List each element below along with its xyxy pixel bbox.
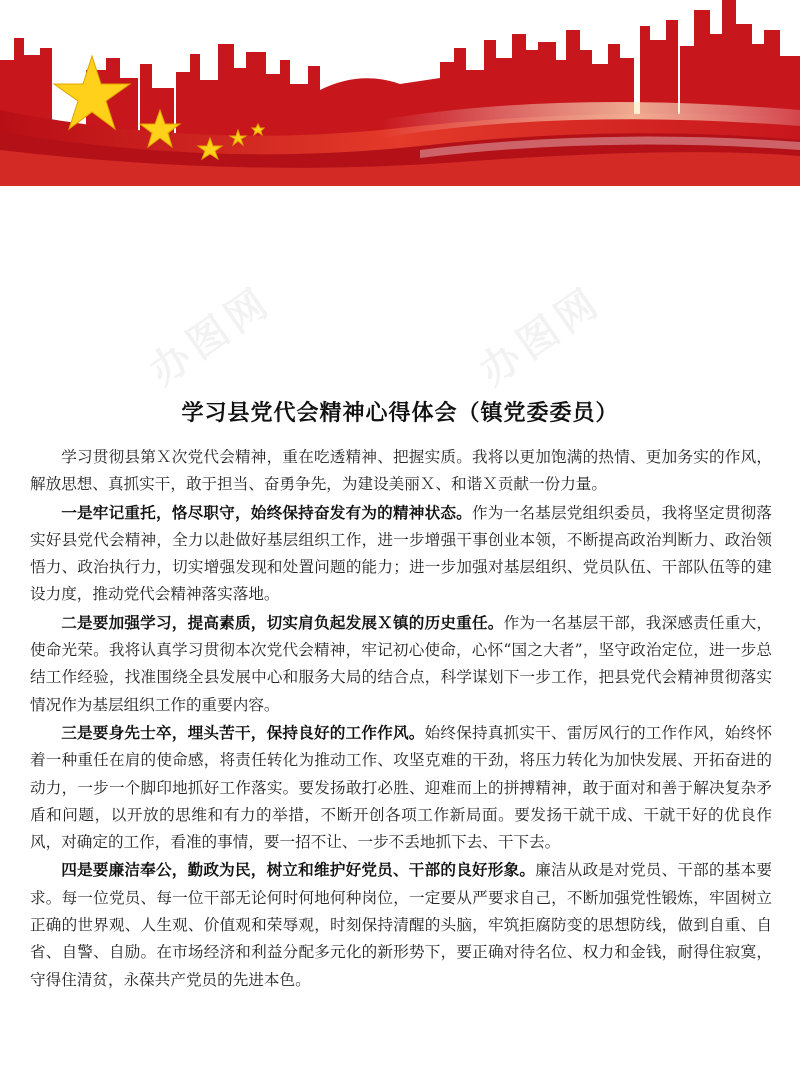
watermark-text: 办图网: [141, 277, 281, 395]
intro-paragraph: 学习贯彻县第Ｘ次党代会精神，重在吃透精神、把握实质。我将以更加饱满的热情、更加务实的作风，解放思想、真抓实干，敢于担当、奋勇争先，为建设美丽Ｘ、和谐Ｘ贡献一份力量。: [30, 448, 772, 494]
city-skyline-illustration: [0, 0, 800, 186]
watermark-text: 办图网: [471, 277, 611, 395]
section-paragraph-1: [30, 499, 772, 609]
section-heading: 二是要加强学习，提高素质，切实肩负起发展Ｘ镇的历史重任。: [61, 612, 504, 632]
document-body: [30, 444, 772, 994]
section-heading: 三是要身先士卒，埋头苦干，保持良好的工作作风。: [61, 722, 425, 742]
section-paragraph-3: [30, 719, 772, 856]
section-body: 作为一名基层干部，我深感责任重大，使命光荣。我将认真学习贯彻本次党代会精神，牢记初心使命，心怀“国之大者”，坚守政治定位，进一步总结工作经验，找准围绕全县发展中心和服务大局的结合点，科学谋划下一步工作，把县党代会精神贯彻落实情况作为基层组织工作的重要内容。: [30, 613, 772, 714]
section-heading: 四是要廉洁奉公，勤政为民，树立和维护好党员、干部的良好形象。: [61, 860, 536, 880]
section-body: 始终保持真抓实干、雷厉风行的工作作风，始终怀着一种重任在肩的使命感，将责任转化为推动工作、攻坚克难的干劲，将压力转化为加快发展、开拓奋进的动力，一步一个脚印地抓好工作落实。要发扬敢打必胜、迎难而上的拼搏精神，敢于面对和善于解决复杂矛盾和问题，以开放的思维和有力的举措，不断开创各项工作新局面。要发扬干就干成、干就干好的优良作风，对确定的工作，看准的事情，要一招不让、一步不丢地抓下去、干下去。: [30, 723, 772, 852]
section-paragraph-4: [30, 856, 772, 993]
section-body: 作为一名基层党组织委员，我将坚定贯彻落实好县党代会精神，全力以赴做好基层组织工作，进一步增强干事创业本领，不断提高政治判断力、政治领悟力、政治执行力，切实增强发现和处置问题的能力；进一步加强对基层组织、党员队伍、干部队伍等的建设力度，推动党代会精神落实落地。: [30, 503, 772, 604]
section-heading: 一是牢记重托，恪尽职守，始终保持奋发有为的精神状态。: [61, 502, 472, 522]
document-title: 学习县党代会精神心得体会（镇党委委员）: [181, 400, 619, 426]
section-paragraph-2: [30, 609, 772, 719]
header-banner: [0, 0, 800, 186]
section-body: 廉洁从政是对党员、干部的基本要求。每一位党员、每一位干部无论何时何地何种岗位，一定要从严要求自己，不断加强党性锻炼，牢固树立正确的世界观、人生观、价值观和荣辱观，时刻保持清醒的头脑，牢筑拒腐防变的思想防线，做到自重、自省、自警、自励。在市场经济和利益分配多元化的新形势下，要正确对待名位、权力和金钱，耐得住寂寞，守得住清贫，永葆共产党员的先进本色。: [30, 861, 772, 989]
